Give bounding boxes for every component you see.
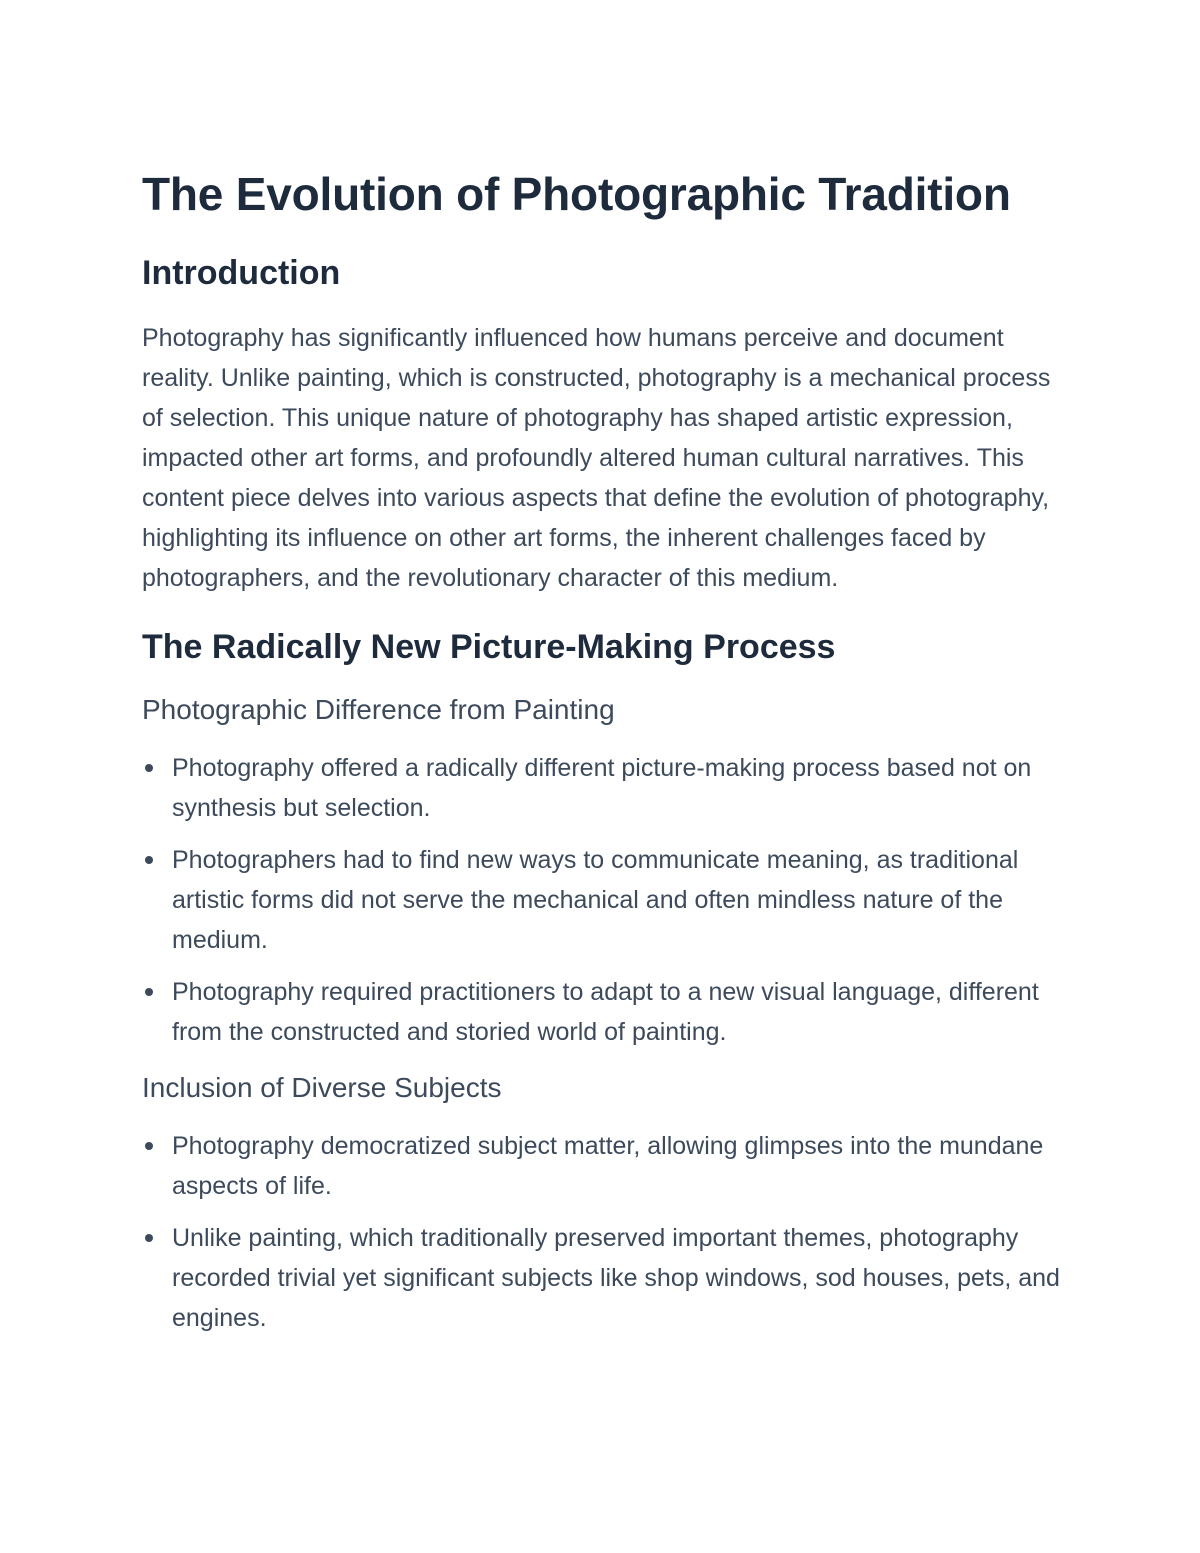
introduction-paragraph: Photography has significantly influenced how humans perceive and document reality. Unlike painting, which is constructed, photography is a mechanical process of selection. This unique nature of photography has shaped artistic expression, impacted other art forms, and profoundly altered human cultural narratives. This content piece delves into various aspects that define the evolution of photography, highlighting its influence on other art forms, the inherent challenges faced by photographers, and the revolutionary character of this medium.	[142, 324, 1051, 592]
bullet-icon	[145, 1234, 153, 1242]
painting-difference-list	[142, 748, 1058, 1052]
list-item-text: Unlike painting, which traditionally preserved important themes, photography recorded trivial yet significant subjects like shop windows, sod houses, pets, and engines.	[172, 1224, 1060, 1332]
painting-difference-heading: Photographic Difference from Painting	[142, 694, 615, 725]
process-heading: The Radically New Picture-Making Process	[142, 628, 836, 666]
list-item	[142, 1218, 1062, 1338]
list-item-text: Photographers had to find new ways to communicate meaning, as traditional artistic forms did not serve the mechanical and often mindless nature of the medium.	[172, 846, 1019, 954]
list-item	[142, 840, 1062, 960]
list-item	[142, 972, 1062, 1052]
bullet-icon	[145, 988, 153, 996]
list-item-text: Photography democratized subject matter, allowing glimpses into the mundane aspects of life.	[172, 1132, 1044, 1200]
diverse-subjects-heading: Inclusion of Diverse Subjects	[142, 1072, 502, 1103]
list-item	[142, 1126, 1062, 1206]
list-item-text: Photography required practitioners to adapt to a new visual language, different from the constructed and storied world of painting.	[172, 978, 1039, 1046]
list-item-text: Photography offered a radically different picture-making process based not on synthesis but selection.	[172, 754, 1032, 822]
introduction-heading: Introduction	[142, 254, 341, 292]
bullet-icon	[145, 764, 153, 772]
diverse-subjects-list	[142, 1126, 1058, 1338]
bullet-icon	[145, 856, 153, 864]
bullet-icon	[145, 1142, 153, 1150]
document-title: The Evolution of Photographic Tradition	[142, 168, 1011, 220]
list-item	[142, 748, 1062, 828]
